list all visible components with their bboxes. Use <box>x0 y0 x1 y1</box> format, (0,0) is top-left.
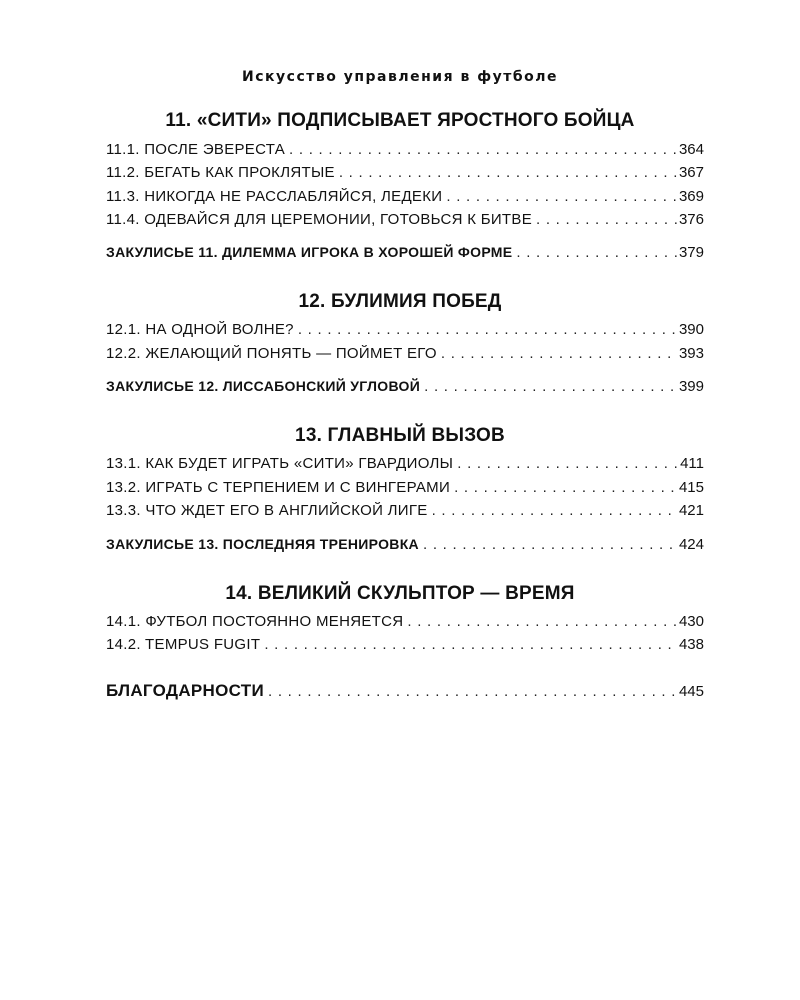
toc-entry-13-2[interactable] <box>106 479 704 499</box>
dot-leader <box>437 345 677 362</box>
dot-leader <box>453 455 678 472</box>
dot-leader <box>403 613 677 630</box>
toc-entry-label: ЗАКУЛИСЬЕ 12. ЛИССАБОНСКИЙ УГЛОВОЙ <box>106 378 421 394</box>
chapter-title-13: 13. ГЛАВНЫЙ ВЫЗОВ <box>295 425 505 446</box>
dot-leader <box>428 502 677 519</box>
chapter-title-12: 12. БУЛИМИЯ ПОБЕД <box>298 291 502 312</box>
dot-leader <box>260 636 677 653</box>
toc-entry-label: 11.2. БЕГАТЬ КАК ПРОКЛЯТЫЕ <box>106 164 335 181</box>
toc-page-number: 415 <box>678 479 704 496</box>
toc-entry-label: ЗАКУЛИСЬЕ 11. ДИЛЕММА ИГРОКА В ХОРОШЕЙ ФОРМЕ <box>106 244 513 260</box>
toc-page-number: 367 <box>678 164 704 181</box>
toc-entry-11-2[interactable] <box>106 164 704 184</box>
toc-page-number: 424 <box>678 536 704 553</box>
toc-page-number: 399 <box>678 378 704 395</box>
toc-entry-12-1[interactable] <box>106 321 704 341</box>
toc-entry-label: 12.2. ЖЕЛАЮЩИЙ ПОНЯТЬ — ПОЙМЕТ ЕГО <box>106 345 437 362</box>
toc-backstage-11[interactable] <box>106 244 704 264</box>
dot-leader <box>450 479 677 496</box>
dot-leader <box>420 378 677 395</box>
toc-page-number: 421 <box>678 502 704 519</box>
toc-entry-label: 14.2. TEMPUS FUGIT <box>106 636 261 653</box>
dot-leader <box>264 683 677 700</box>
toc-entry-label: 11.1. ПОСЛЕ ЭВЕРЕСТА <box>106 141 286 158</box>
toc-page-number: 364 <box>678 141 704 158</box>
chapter-title-14: 14. ВЕЛИКИЙ СКУЛЬПТОР — ВРЕМЯ <box>225 583 575 604</box>
toc-entry-label: ЗАКУЛИСЬЕ 13. ПОСЛЕДНЯЯ ТРЕНИРОВКА <box>106 536 419 552</box>
toc-entry-label: 13.1. КАК БУДЕТ ИГРАТЬ «СИТИ» ГВАРДИОЛЫ <box>106 455 454 472</box>
toc-page-number: 390 <box>678 321 704 338</box>
toc-entry-14-2[interactable] <box>106 636 704 656</box>
chapter-title-11: 11. «СИТИ» ПОДПИСЫВАЕТ ЯРОСТНОГО БОЙЦА <box>165 110 635 131</box>
dot-leader <box>532 211 677 228</box>
toc-backstage-13[interactable] <box>106 536 704 556</box>
toc-entry-label: 13.2. ИГРАТЬ С ТЕРПЕНИЕМ И С ВИНГЕРАМИ <box>106 479 451 496</box>
toc-page-number: 393 <box>678 345 704 362</box>
toc-backstage-12[interactable] <box>106 378 704 398</box>
toc-page-number: 411 <box>680 455 704 472</box>
dot-leader <box>442 188 677 205</box>
toc-entry-label: 11.3. НИКОГДА НЕ РАССЛАБЛЯЙСЯ, ЛЕДЕКИ <box>106 188 443 205</box>
toc-entry-11-4[interactable] <box>106 211 704 231</box>
toc-page-number: 438 <box>678 636 704 653</box>
toc-page-number: 379 <box>678 244 704 261</box>
toc-entry-12-2[interactable] <box>106 345 704 365</box>
dot-leader <box>335 164 677 181</box>
dot-leader <box>285 141 677 158</box>
toc-acknowledgements[interactable] <box>106 681 704 703</box>
toc-page-number: 376 <box>678 211 704 228</box>
toc-entry-13-1[interactable] <box>106 455 704 475</box>
dot-leader <box>512 244 677 261</box>
toc-page-number: 369 <box>678 188 704 205</box>
dot-leader <box>294 321 677 338</box>
toc-entry-label: 12.1. НА ОДНОЙ ВОЛНЕ? <box>106 321 294 338</box>
toc-page-number: 430 <box>678 613 704 630</box>
toc-entry-label: 11.4. ОДЕВАЙСЯ ДЛЯ ЦЕРЕМОНИИ, ГОТОВЬСЯ К БИТВЕ <box>106 211 533 228</box>
toc-entry-11-3[interactable] <box>106 188 704 208</box>
running-head: Искусство управления в футболе <box>242 69 558 85</box>
toc-entry-label: 13.3. ЧТО ЖДЕТ ЕГО В АНГЛИЙСКОЙ ЛИГЕ <box>106 502 428 519</box>
toc-entry-label: 14.1. ФУТБОЛ ПОСТОЯННО МЕНЯЕТСЯ <box>106 613 404 630</box>
toc-entry-11-1[interactable] <box>106 141 704 161</box>
toc-entry-13-3[interactable] <box>106 502 704 522</box>
dot-leader <box>419 536 677 553</box>
toc-entry-14-1[interactable] <box>106 613 704 633</box>
toc-entry-label: БЛАГОДАРНОСТИ <box>106 681 264 700</box>
toc-page-number: 445 <box>678 683 704 700</box>
